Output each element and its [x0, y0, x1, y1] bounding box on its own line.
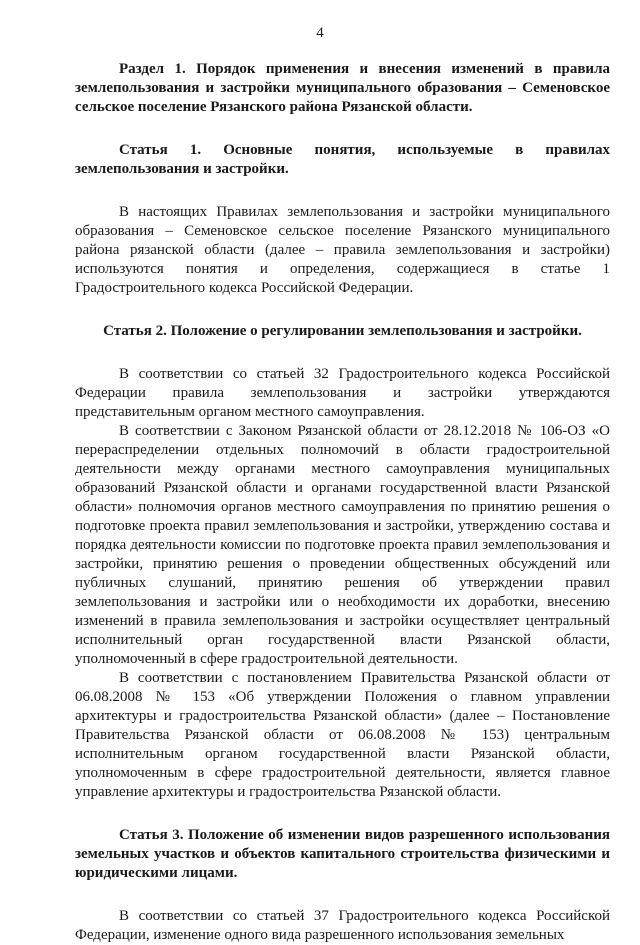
document-body: [75, 60, 610, 945]
article-3-paragraph: В соответствии со статьей 37 Градостроительного кодекса Российской Федерации, изменение одного вида разрешенного использования земельных: [75, 908, 610, 943]
article-2-paragraph-2: В соответствии с Законом Рязанской области от 28.12.2018 № 106-ОЗ «О перераспределении отдельных полномочий в области градостроительной деятельности между органами местного самоуправления муниципальных образований Рязанской области и органами государственной власти Рязанской области» полномочия органов местного самоуправления по принятию решения о подготовке проекта правил землепользования и застройки, утверждению состава и порядка деятельности комиссии по подготовке проекта правил землепользования и застройки, принятию решения о проведении общественных обсуждений или публичных слушаний, принятию решения об утверждении правил землепользования и застройки или о необходимости их доработки, внесению изменений в правила землепользования и застройки осуществляет центральный исполнительный орган государственной власти Рязанской области, уполномоченный в сфере градостроительной деятельности.: [75, 423, 610, 667]
article-1-heading: Статья 1. Основные понятия, используемые в правилах землепользования и застройки.: [75, 142, 610, 177]
article-2-paragraph-1: В соответствии со статьей 32 Градостроительного кодекса Российской Федерации правила землепользования и застройки утверждаются представительным органом местного самоуправления.: [75, 366, 610, 420]
article-3-heading: Статья 3. Положение об изменении видов разрешенного использования земельных участков и объектов капитального строительства физическими и юридическими лицами.: [75, 827, 610, 881]
article-2-heading: Статья 2. Положение о регулировании землепользования и застройки.: [103, 323, 582, 339]
page-number: 4: [316, 25, 324, 41]
article-1-paragraph: В настоящих Правилах землепользования и застройки муниципального образования – Семеновское сельское поселение Рязанского муниципального района рязанской области (далее – правила землепользования и застройки) используются понятия и определения, содержащиеся в статье 1 Градостроительного кодекса Российской Федерации.: [75, 204, 610, 296]
section-heading: Раздел 1. Порядок применения и внесения изменений в правила землепользования и застройки муниципального образования – Семеновское сельское поселение Рязанского района Рязанской области.: [75, 61, 610, 115]
article-2-paragraph-3: В соответствии с постановлением Правительства Рязанской области от 06.08.2008 № 153 «Об утверждении Положения о главном управлении архитектуры и градостроительства Рязанской области» (далее – Постановление Правительства Рязанской области от 06.08.2008 № 153) центральным исполнительным органом государственной власти Рязанской области, уполномоченным в сфере градостроительной деятельности, является главное управление архитектуры и градостроительства Рязанской области.: [75, 670, 610, 800]
